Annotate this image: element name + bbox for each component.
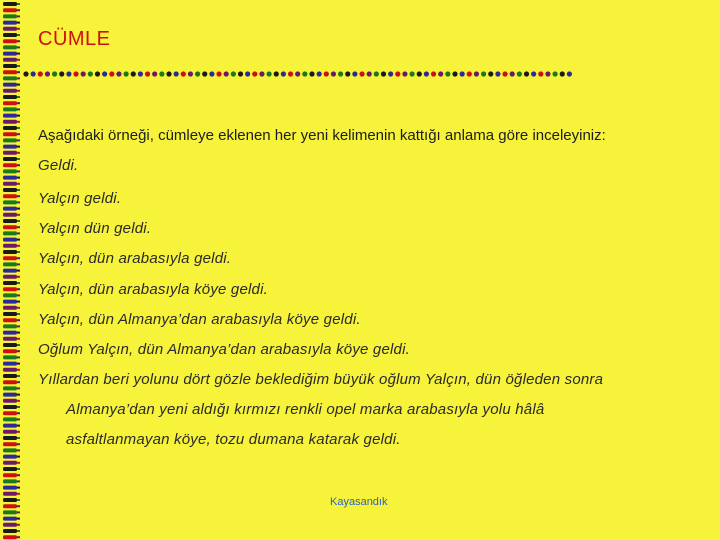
footer-credit: Kayasandık	[330, 496, 388, 508]
example-line-6: Yalçın, dün Almanya’dan arabasıyla köye geldi.	[38, 311, 361, 328]
example-line-3: Yalçın dün geldi.	[38, 220, 152, 237]
slide-title: CÜMLE	[38, 28, 111, 50]
decorative-left-border	[0, 0, 24, 540]
example-line-1: Geldi.	[38, 157, 79, 174]
example-line-5: Yalçın, dün arabasıyla köye geldi.	[38, 281, 268, 298]
example-line-2: Yalçın geldi.	[38, 190, 122, 207]
dotted-divider	[22, 67, 582, 81]
example-line-8-end: asfaltlanmayan köye, tozu dumana katarak geldi.	[66, 431, 401, 448]
example-line-7: Oğlum Yalçın, dün Almanya’dan arabasıyla köye geldi.	[38, 341, 410, 358]
example-line-8: Yıllardan beri yolunu dört gözle beklediğim büyük oğlum Yalçın, dün öğleden sonra	[38, 371, 604, 388]
intro-text: Aşağıdaki örneği, cümleye eklenen her yeni kelimenin kattığı anlama göre inceleyiniz:	[38, 127, 606, 144]
example-line-8-continued: Almanya’dan yeni aldığı kırmızı renkli opel marka arabasıyla yolu hâlâ	[66, 401, 545, 418]
example-line-4: Yalçın, dün arabasıyla geldi.	[38, 250, 232, 267]
